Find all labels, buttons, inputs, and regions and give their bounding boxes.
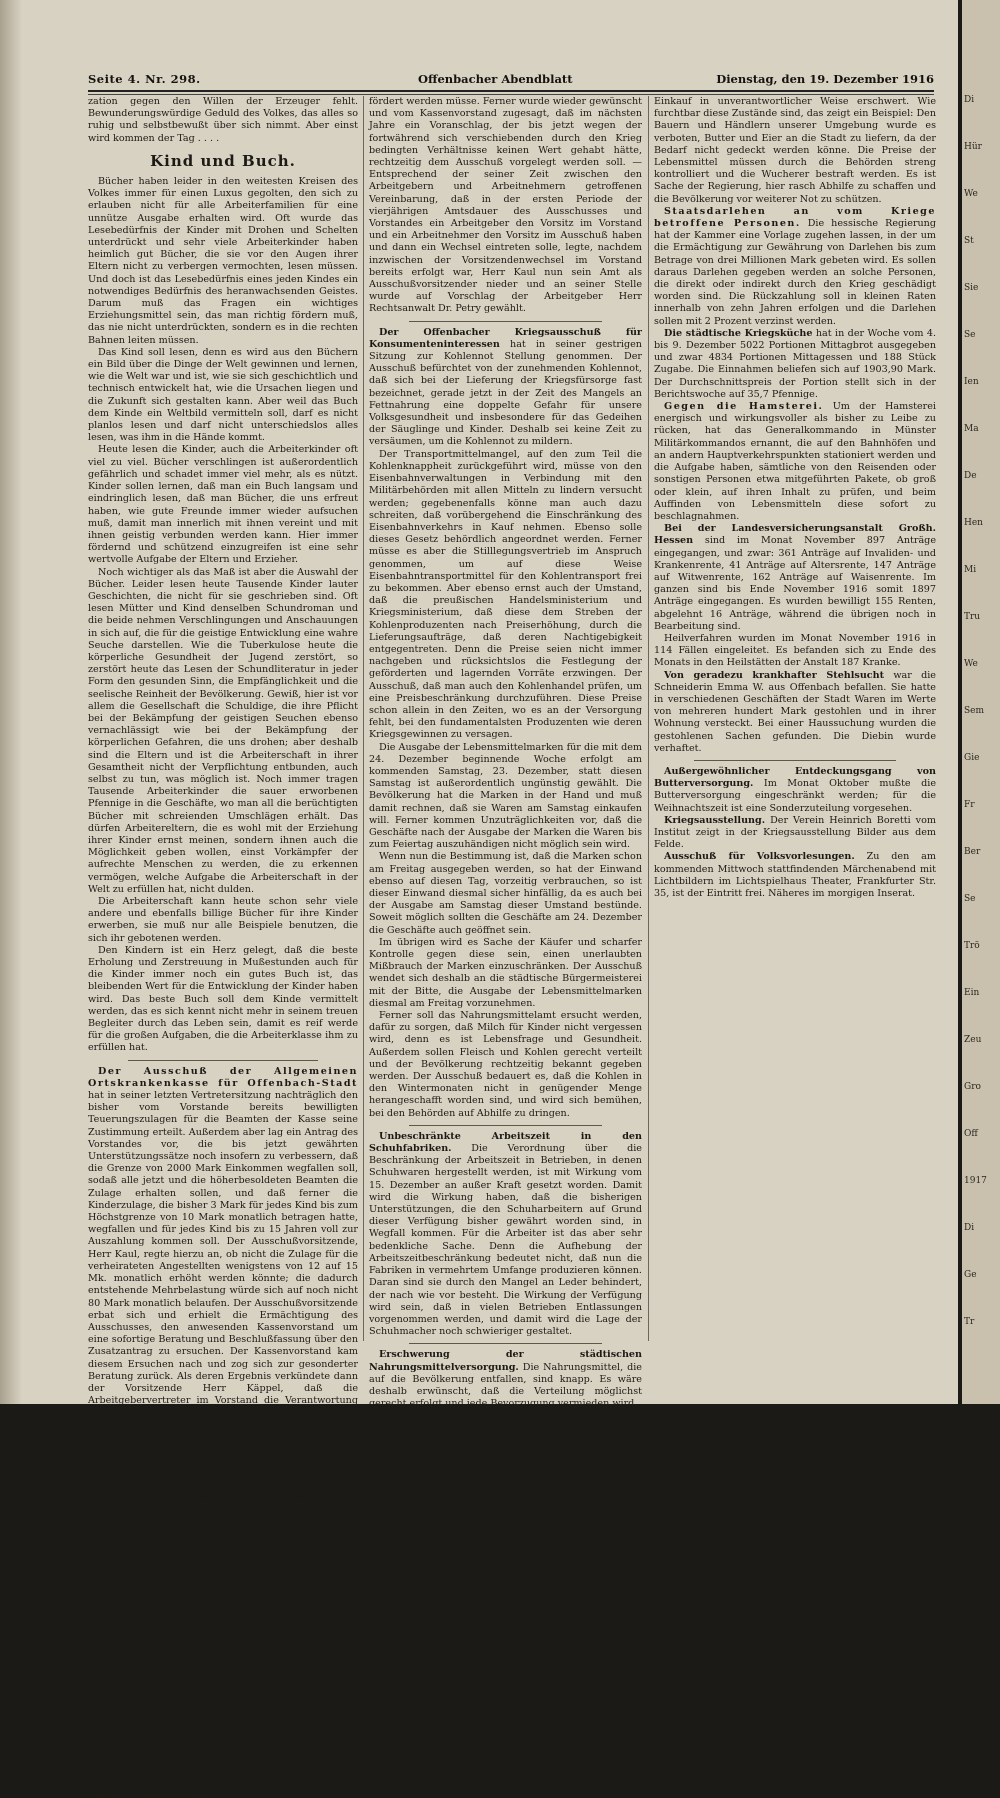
article-separator	[128, 1060, 318, 1061]
section-heading: Außergewöhnlicher Entdeckungsgang von Butterversorgung.	[654, 765, 936, 790]
section-heading: Von geradezu krankhafter Stehlsucht	[664, 669, 885, 681]
adjacent-page-fragment: Se	[964, 330, 976, 340]
page-number: Seite 4. Nr. 298.	[88, 72, 201, 86]
article-paragraph	[654, 523, 936, 633]
section-heading: Unbeschränkte Arbeitszeit in den Schuhfabriken.	[369, 1130, 642, 1155]
adjacent-page-fragment: Sem	[964, 706, 985, 716]
adjacent-page-fragment: Ien	[964, 377, 979, 387]
issue-date: Dienstag, den 19. Dezember 1916	[716, 72, 934, 86]
column-divider	[648, 96, 649, 1341]
adjacent-page-fragment: Gro	[964, 1082, 981, 1092]
adjacent-page-fragment: Se	[964, 894, 976, 904]
section-text: Zu den am kommenden Mittwoch stattfindenden Märchenabend mit Lichtbildern im Lichtspielhaus Theater, Frankfurter Str. 35, ist der Eintritt frei. Näheres im morgigen Inserat.	[654, 851, 936, 899]
adjacent-page-fragment: Di	[964, 95, 975, 105]
article-paragraph	[369, 1131, 642, 1338]
article-paragraph: Im übrigen wird es Sache der Käufer und scharfer Kontrolle gegen diese sein, einen unerlaubten Mißbrauch der Marken einzuschränken. Der Ausschuß wendet sich deshalb an die städtische Bürgermeisterei mit der Bitte, die Ausgabe der Lebensmittelmarken diesmal am Freitag vorzunehmen.	[369, 936, 642, 1009]
section-heading: Staatsdarlehen an vom Kriege betroffene Personen.	[654, 205, 936, 230]
article-paragraph: Heute lesen die Kinder, auch die Arbeiterkinder oft viel zu viel. Bücher verschlingen ist außerordentlich gefährlich und schadet immer viel mehr, als es nützt. Kinder sollen lernen, daß man ein Buch langsam und eindringlich lesen, daß man Bücher, die uns erfreut haben, wie gute Freunde immer wieder aufsuchen muß, damit man innerlich mit ihnen vereint und mit ihnen geistig verbunden werden kann. Hier immer fördernd und schützend einzugreifen ist eine sehr wertvolle Aufgabe der Eltern und Erzieher.	[88, 444, 358, 566]
page-header	[88, 72, 934, 90]
section-text: Der Verein Heinrich Boretti vom Institut zeigt in der Kriegsausstellung Bilder aus dem Felde.	[654, 814, 936, 851]
adjacent-page-fragment: Off	[964, 1129, 978, 1139]
article-paragraph	[369, 1349, 642, 1410]
adjacent-page-fragment: Ma	[964, 424, 979, 434]
article-paragraph	[88, 1066, 358, 1469]
column-2	[369, 96, 642, 1410]
section-text: hat in seiner letzten Vertretersitzung nachträglich den bisher vom Vorstande bereits bewilligten Teuerungszulagen für die Beamten der Kasse seine Zustimmung erteilt. Außerdem aber lag ein Antrag des Vorstandes vor, die bis jetzt gewährten Unterstützungssätze noch insofern zu verbessern, daß die Grenze von 2000 Mark Einkommen wegfallen soll, sodaß alle jetzt und die höherbesoldeten Beamten die Zulage erhalten sollen, und daß ferner die Kinderzulage, die bisher 3 Mark für jedes Kind bis zum Höchstgrenze von 10 Mark monatlich betragen hatte, wegfallen und für jedes Kind bis zu 15 Jahren voll zur Auszahlung kommen soll. Der Ausschußvorsitzende, Herr Kaul, regte hierzu an, ob nicht die Zulage für die verheirateten Angestellten wenigstens von 12 auf 15 Mk. monatlich erhöht werden könnte; die dadurch entstehende Mehrbelastung würde sich auf noch nicht 80 Mark monatlich belaufen. Der Ausschußvorsitzende erbat sich und erhielt die Ermächtigung des Ausschusses, den anwesenden Kassenvorstand um eine sofortige Beratung und Beschlußfassung über den Zusatzantrag zu ersuchen. Der Kassenvorstand kam diesem Ersuchen nach und zog sich zur gesonderter Beratung zurück. Als deren Ergebnis verkündete dann der Vorsitzende Herr Käppel, daß die Arbeitgebervertreter im Vorstand die Verantwortung für den neuen Vorschlag im Augenblick nicht auf sich nehmen zu können glaubten, weil doch aber im April nächsten Jahres bei Aufstellung des Voranschlages der Vorstand in die Prüfung der Frage einer weiteren Erhöhung der Teuerungszulagen eintreten werde.	[88, 1090, 358, 1468]
article-paragraph	[654, 401, 936, 523]
article-continuation: zation gegen den Willen der Erzeuger fehlt. Bewunderungswürdige Geduld des Volkes, das alles so ruhig und selbstbewußt über sich nimmt. Aber einst wird kommen der Tag . . . .	[88, 96, 358, 144]
adjacent-page-fragment: Hür	[964, 142, 982, 152]
newspaper-title: Offenbacher Abendblatt	[418, 72, 573, 86]
article-paragraph	[369, 327, 642, 449]
adjacent-page-fragment: St	[964, 236, 974, 246]
section-heading: Kriegsausstellung.	[664, 814, 766, 826]
adjacent-page-fragment: Ein	[964, 988, 980, 998]
article-paragraph: Der Transportmittelmangel, auf den zum Teil die Kohlenknappheit zurückgeführt wird, müsse von den Eisenbahnverwaltungen in Verbindung mit den Militärbehörden mit allen Mitteln zu lindern versucht werden; gegebenenfalls könne man auch dazu schreiten, daß vorübergehend die Einschränkung des Eisenbahnverkehrs in Kauf nehmen. Ebenso solle dieses Gesetz behördlich angeordnet werden. Ferner müsse es aber die Stilllegungsvertrieb im Anspruch genommen, um auf diese Weise Eisenbahntransportmittel für den Kohlentransport frei zu bekommen. Aber ebenso ernst auch der Umstand, daß die preußischen Handelsministerium und Kriegsministerium, daß diese dem Streben der Kohlenproduzenten nach Preiserhöhung, durch die Lieferungsaufträge, daß deren Nachtigebigkeit entgegentreten. Denn die Preise seien nicht immer nachgeben und rücksichtslos die Festlegung der geförderten und lagernden Vorräte erzwingen. Der Ausschuß, daß man auch den Kohlenhandel prüfen, um eine Preisbeschränkung durchzuführen. Diese Preise schon allein in den Zeiten, wo es an der Versorgung fehlt, bei den fundamentalsten Produzenten wie deren Kriegsgewinnen zu versagen.	[369, 448, 642, 741]
adjacent-page-fragment: Zeu	[964, 1035, 982, 1045]
article-continuation: fördert werden müsse. Ferner wurde wieder gewünscht und vom Kassenvorstand zugesagt, daß im nächsten Jahre ein Voranschlag, der bis jetzt wegen der fortwährend sich verschiebenden durch den Krieg bedingten Verhältnisse keinen Wert gehabt hätte, rechtzeitig dem Ausschuß vorgelegt werden soll. — Entsprechend der seiner Zeit zwischen den Arbeitgebern und Arbeitnehmern getroffenen Vereinbarung, daß in der ersten Periode der vierjährigen Amtsdauer des Ausschusses und Vorstandes ein Arbeitgeber den Vorsitz im Vorstand und ein Arbeitnehmer den Vorsitz im Ausschuß haben und dann ein Wechsel eintreten solle, legte, nachdem inzwischen der Vorsitzendenwechsel im Vorstand bereits erfolgt war, Herr Kaul nun sein Amt als Ausschußvorsitzender nieder und an seiner Stelle wurde auf Vorschlag der Arbeitgeber Herr Rechtsanwalt Dr. Petry gewählt.	[369, 96, 642, 315]
adjacent-page-fragment: Trö	[964, 941, 980, 951]
adjacent-page-fragment: Di	[964, 1223, 975, 1233]
adjacent-page-fragment: Tr	[964, 1317, 975, 1327]
article-separator	[409, 321, 602, 322]
section-text: war die Schneiderin Emma W. aus Offenbach befallen. Sie hatte in verschiedenen Geschäften der Stadt Waren im Werte von mehreren hundert Mark gestohlen und in ihrer Wohnung versteckt. Bei einer Haussuchung wurden die gestohlenen Sachen gefunden. Die Diebin wurde verhaftet.	[654, 669, 936, 754]
adjacent-page-fragment: Mi	[964, 565, 977, 575]
article-separator	[409, 1125, 602, 1126]
adjacent-page-fragment: Gie	[964, 753, 980, 763]
article-paragraph: Der Ausschuß mußte sich mit dieser Antwort begnügen und nahm sodann die Vorstandsvorschläge an, nachdem noch Herr Kaul noch eingehalten hatte, daß die vom Vorstand erfolgte Zustimmung erteilt, und daß der Frage einer Erhöhung der Mankogelder für die in Frage kommenden Beamten endlich einmal näherzutreten. — Ueber den Stand der Kasse berichtete der Vorstandsvorsitzende Herr Käppel. Er konnte ihn als einen normalen bezeichnen, so daß der Ausschuß sich entschließen habe, die auf Grund der Kriegs-Bundesratsverordnungen bei Beginn des Krieges ausgeschlossenen Mehrleistungen der Kasse noch und noch wieder einzuführen, insbesondere auch die Erhöhung des Krankengeldes auf 55 Prozent. In der Besprechung, an der sich die Herren Kaul und Abßmeier von den Arbeitnehmern, sowie Herr Lang von den Arbeitgebern, ferner der Geschäftsführer Herr Falke und der Redner Herr Schmitt sowie der Kassenverwalter Herr Käppel beteiligten, wurde u. a. über die Einführung des bargeldlosen Verkehrs gesprochen, der bei vielen Unternehmern noch auf Schwierigkeiten stößt und auch der Kasse bei der Auszahlung des Krankengeldes noch vielen von unserem Umzug von Kleingeld nicht zu erleichtern gewesen ist. Der Vorstand soll im Interesse unserer Volkswirtschaft mit allen Mitteln auch von der Kasse gefördert werden müsse.	[88, 1468, 358, 1797]
article-paragraph: Bücher haben leider in den weitesten Kreisen des Volkes immer für einen Luxus gegolten, den sich zu erlauben nicht für alle Arbeiterfamilien für eine unnütze Ausgabe erhalten wird. Oft wurde das Lesebedürfnis der Kinder mit Drohen und Schelten unterdrückt und sehr viele Arbeiterkinder haben heimlich gut Bücher, die sie vor den Augen ihrer Eltern nicht zu verbergen vermochten, lesen müssen. Und doch ist das Lesebedürfnis eines jeden Kindes ein notwendiges Bedürfnis des heranwachsenden Geistes. Darum muß das Fragen ein wichtiges Erziehungsmittel sein, das man richtig fördern muß, das nie nicht unterdrückten, sondern es in die rechten Bahnen leiten müssen.	[88, 176, 358, 346]
adjacent-page-fragment: Fr	[964, 800, 975, 810]
adjacent-page-fragment: Ber	[964, 847, 981, 857]
column-divider	[363, 96, 364, 1341]
section-text: Die Verordnung über die Beschränkung der Arbeitszeit in Betrieben, in denen Schuhwaren hergestellt werden, ist mit Wirkung vom 15. Dezember an außer Kraft gesetzt worden. Damit wird die Wirkung haben, daß die bisherigen Unterstützungen, die den Schuharbeitern auf Grund dieser Verfügung bisher gewährt worden sind, in Wegfall kommen. Für die Arbeiter ist das aber sehr bedenkliche Sache. Denn die Aufhebung der Arbeitszeitbeschränkung bedeutet nicht, daß nun die Fabriken in vermehrtem Umfange produzieren können. Daran sind sie durch den Mangel an Leder behindert, der nach wie vor besteht. Die Wirkung der Verfügung wird sein, daß in vielen Betrieben Entlassungen vorgenommen werden, und damit wird die Lage der Schuhmacher noch schwieriger gestaltet.	[369, 1143, 642, 1338]
adjacent-page-edge	[962, 0, 1000, 1404]
article-separator	[694, 760, 896, 761]
adjacent-page-fragment: De	[964, 471, 977, 481]
article-title: Kind und Buch.	[150, 151, 296, 170]
article-paragraph: Wenn nun die Bestimmung ist, daß die Marken schon am Freitag ausgegeben werden, so hat der Einwand ebenso auf diesen Tag, vorzeitig verbrauchen, so ist dieser Einwand diesmal sicher hinfällig, da es auch bei der Ausgabe am Samstag dieser Umstand bestünde. Soweit möglich sollten die Geschäfte am 24. Dezember die Geschäfte auch geöffnet sein.	[369, 851, 642, 936]
column-3	[654, 96, 936, 1356]
adjacent-page-fragment: Hen	[964, 518, 983, 528]
article-paragraph	[654, 766, 936, 815]
article-paragraph	[654, 206, 936, 328]
section-heading: Erschwerung der städtischen Nahrungsmittelversorgung.	[369, 1349, 642, 1373]
article-paragraph: Den Kindern ist ein Herz gelegt, daß die beste Erholung und Zerstreuung in Mußestunden auch für die Kinder immer noch ein gutes Buch ist, das bleibenden Wert für die Entwicklung der Kinder haben wird. Das beste Buch soll dem Kinde vermittelt werden, das es sich kennt nicht mehr in seinem treuen Begleiter durch das Leben sein, damit es reif werde für die großen Aufgaben, die die Arbeiterklasse ihm zu erfüllen hat.	[88, 944, 358, 1054]
header-rule-thin	[88, 94, 934, 95]
section-text: Um der Hamsterei energisch und wirkungsvoller als bisher zu Leibe zu rücken, hat das Generalkommando in Münster Militärkommandos ernannt, die auf den Bahnhöfen und an andern Hauptverkehrspunkten stationiert werden und die Aufgabe haben, sämtliche von den Reisenden oder sonstigen Personen etwa mitgeführten Pakete, ob groß oder klein, auf ihren Inhalt zu prüfen, und beim Auffinden von Lebensmitteln diese sofort zu beschlagnahmen.	[654, 401, 936, 522]
section-heading: Der Offenbacher Kriegsausschuß für Konsumenteninteressen	[369, 326, 642, 350]
section-text: sind im Monat November 897 Anträge eingegangen, und zwar: 361 Anträge auf Invaliden- und Krankenrente, 41 Anträge auf Altersrente, 147 Anträge auf Witwenrente, 162 Anträge auf Waisenrente. Im ganzen sind bis Ende November 1916 somit 1897 Anträge eingegangen. Es wurden bewilligt 155 Renten, abgelehnt 16 Anträge, während die übrigen noch in Bearbeitung sind.	[654, 535, 936, 632]
section-heading: Der Ausschuß der Allgemeinen Ortskrankenkasse für Offenbach-Stadt	[88, 1065, 358, 1089]
adjacent-page-fragment: Sie	[964, 283, 979, 293]
section-text: Im Monat Oktober mußte die Butterversorgung eingeschränkt werden; für die Weihnachtszeit ist eine Sonderzuteilung vorgesehen.	[654, 778, 936, 814]
section-heading: Bei der Landesversicherungsanstalt Großh. Hessen	[654, 523, 936, 547]
section-text: Die Nahrungsmittel, die auf die Bevölkerung entfallen, sind knapp. Es wäre deshalb erwünscht, daß die Verteilung möglichst gerecht erfolgt und jede Bevorzugung vermieden wird.	[369, 1361, 642, 1410]
article-continuation: Einkauf in unverantwortlicher Weise erschwert. Wie furchtbar diese Zustände sind, das zeigt ein Beispiel: Den Bauern und Händlern unserer Umgebung wurde es verboten, Butter und Eier an die Stadt zu liefern, da der Bedarf nicht gedeckt werden könne. Die Preise der Lebensmittel müssen durch die Behörden streng kontrolliert und die Wucherer bestraft werden. Es ist Sache der Regierung, hier rasch Abhilfe zu schaffen und die Bevölkerung vor weiterer Not zu schützen.	[654, 96, 936, 205]
article-paragraph: Heilverfahren wurden im Monat November 1916 in 114 Fällen eingeleitet. Es befanden sich zu Ende des Monats in den Heilstätten der Anstalt 187 Kranke.	[654, 632, 936, 669]
article-paragraph: Das Kind soll lesen, denn es wird aus den Büchern ein Bild über die Dinge der Welt gewinnen und lernen, wie die Welt war und ist, wie sie sich geschichtlich und technisch entwickelt hat, wie die Ursachen liegen und die Zukunft sich gestalten kann. Aber weil das Buch dem Kinde ein Weltbild vermitteln soll, darf es nicht planlos lesen und darf nicht unterschiedslos alles lesen, was ihm in die Hände kommt.	[88, 346, 358, 444]
section-text: hat in seiner gestrigen Sitzung zur Kohlennot Stellung genommen. Der Ausschuß befürchtet von der zunehmenden Kohlennot, daß sich bei der Lieferung der Kriegsfürsorge fast bezeichnet, gerade jetzt in der Zeit des Mangels an Fettnahrung eine doppelte Gefahr für unsere Volksgesundheit und insbesondere für das Gedeihen der Säuglinge und Kinder. Deshalb sei keine Zeit zu versäumen, um die Kohlennot zu mildern.	[369, 338, 642, 448]
section-heading: Die städtische Kriegsküche	[664, 327, 813, 339]
article-paragraph: Die Arbeiterschaft kann heute schon sehr viele andere und ebenfalls billige Bücher für ihre Kinder erwerben, sie muß nur alle Beispiele benutzen, die sich ihr gebotenen werden.	[88, 896, 358, 944]
article-paragraph: Ferner soll das Nahrungsmittelamt ersucht werden, dafür zu sorgen, daß Milch für Kinder nicht vergessen wird, denn es ist Lebensfrage und Gesundheit. Außerdem sollen Fleisch und Kohlen gerecht verteilt und der Bevölkerung rechtzeitig bekannt gegeben werden. Der Ausschuß bedauert es, daß die Kohlen in den Wintermonaten nicht in genügender Menge herangeschafft worden sind, und wird sich bemühen, bei den Behörden auf Abhilfe zu dringen.	[369, 1010, 642, 1119]
adjacent-page-fragment: We	[964, 659, 978, 669]
adjacent-page-fragment: We	[964, 189, 978, 199]
article-paragraph	[654, 851, 936, 900]
article-paragraph	[654, 670, 936, 755]
section-text: hat in der Woche vom 4. bis 9. Dezember 5022 Portionen Mittagbrot ausgegeben und zwar 4834 Portionen Mittagessen und 188 Stück Zugabe. Die Einnahmen beliefen sich auf 1903,90 Mark. Der Durchschnittspreis der Portion stellt sich in der Berichtswoche auf 35,7 Pfennige.	[654, 327, 936, 400]
section-heading: Gegen die Hamsterei.	[664, 401, 824, 413]
article-paragraph: Noch wichtiger als das Maß ist aber die Auswahl der Bücher. Leider lesen heute Tausende Kinder lauter Geschichten, die nicht für sie geschrieben sind. Oft lesen Mütter und Kind denselben Schundroman und die beide nehmen Verschlingungen und Anschauungen in sich auf, die für die geistige Entwicklung eine wahre Seuche darstellen. Wie die Tuberkulose heute die körperliche Gesundheit der Jugend zerstört, so zerstört heute das Lesen der Schundliteratur in jeder Form den gesunden Sinn, die Empfänglichkeit und die seelische Reinheit der Bevölkerung. Gewiß, hier ist vor allem die Gesellschaft die Schuldige, die ihre Pflicht bei der Bekämpfung der geistigen Seuchen ebenso vernachlässigt wie bei der Bekämpfung der körperlichen Gefahren, die uns drohen; aber deshalb sind die Eltern und ist die Arbeiterschaft in ihrer Gesamtheit nicht der Verpflichtung entbunden, auch selbst zu tun, was möglich ist. Noch immer tragen Tausende Arbeiterkinder die sauer erworbenen Pfennige in die Geschäfte, wo man all die berüchtigten Bücher mit schreienden Umschlägen erhält. Das dürfen Arbeitereltern, die es wohl mit der Erziehung ihrer Kinder ernst meinen, sondern ihnen auch die Möglichkeit geben wollen, einst Vorkämpfer der aufrechte Menschen zu werden, die zu erkennen vermögen, welche Aufgabe die Arbeiterschaft in der Welt zu erfüllen hat, nicht dulden.	[88, 566, 358, 895]
adjacent-page-fragment: Tru	[964, 612, 981, 622]
section-text: Die hessische Regierung hat der Kammer eine Vorlage zugehen lassen, in der um die Ermächtigung zur Gewährung von Darlehen bis zum Betrage von drei Millionen Mark gebeten wird. Es sollen daraus Darlehen gegeben werden an solche Personen, die direkt oder indirekt durch den Krieg geschädigt worden sind. Die Rückzahlung soll in kleinen Raten innerhalb von zehn Jahren erfolgen und die Darlehen sollen mit 2 Prozent verzinst werden.	[654, 218, 936, 327]
header-rule	[88, 90, 934, 92]
article-separator	[409, 1343, 602, 1344]
article-paragraph	[654, 815, 936, 852]
adjacent-page-fragment: 1917	[964, 1176, 987, 1186]
section-heading: Ausschuß für Volksvorlesungen.	[664, 851, 855, 863]
column-1	[88, 96, 358, 1797]
article-paragraph: Die Ausgabe der Lebensmittelmarken für die mit dem 24. Dezember beginnende Woche erfolgt am kommenden Samstag, 23. Dezember, statt diesen Samstag ist außerordentlich ungünstig gewählt. Die Bevölkerung hat die Marken in der Hand und muß damit rechnen, daß sie Waren am Samstag einkaufen will. Ferner kommen Unzuträglichkeiten vor, daß die Geschäfte nach der Ausgabe der Marken die Waren bis zum Feiertag auszuhändigen nicht möglich sein wird.	[369, 741, 642, 851]
article-paragraph	[654, 328, 936, 401]
adjacent-page-fragment: Ge	[964, 1270, 977, 1280]
